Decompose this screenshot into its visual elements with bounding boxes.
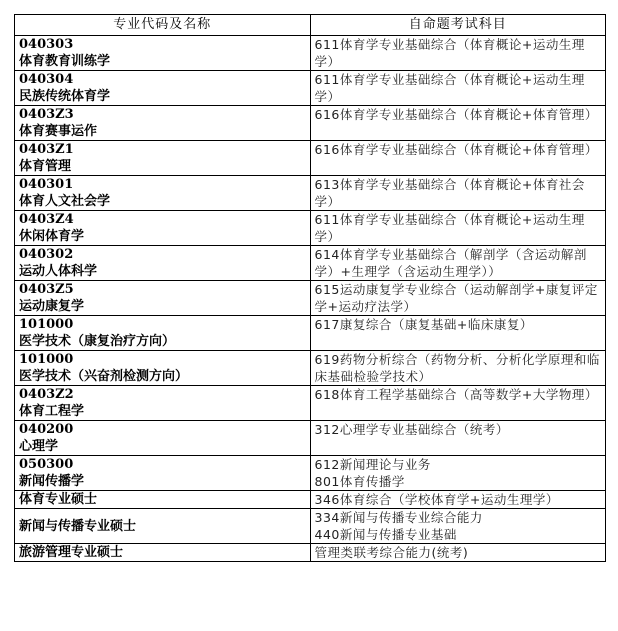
subject-line: 管理类联考综合能力(统考)	[314, 545, 469, 560]
major-name: 运动康复学	[19, 299, 85, 314]
subjects-cell	[310, 421, 606, 456]
subjects-cell	[310, 544, 606, 562]
major-code: 040303	[19, 37, 74, 52]
major-cell	[15, 351, 311, 386]
major-cell	[15, 509, 311, 544]
major-code: 0403Z1	[19, 142, 74, 157]
subjects-cell	[310, 246, 606, 281]
major-code: 0403Z5	[19, 282, 74, 297]
subject-line: 615运动康复学专业综合（运动解剖学+康复评定	[314, 282, 598, 297]
table-row	[15, 421, 606, 456]
major-code: 101000	[19, 317, 74, 332]
major-code: 0403Z3	[19, 107, 74, 122]
subject-line: 612新闻理论与业务	[314, 457, 431, 472]
subjects-cell	[310, 509, 606, 544]
subjects-cell	[310, 141, 606, 176]
major-name: 新闻与传播专业硕士	[19, 518, 137, 534]
subjects-cell	[310, 316, 606, 351]
table-row	[15, 509, 606, 544]
table-row	[15, 544, 606, 562]
major-cell	[15, 421, 311, 456]
admission-subject-table-wrapper	[14, 14, 606, 562]
subjects-cell	[310, 281, 606, 316]
subjects-cell	[310, 456, 606, 491]
subject-line: 334新闻与传播专业综合能力	[314, 510, 483, 525]
major-cell	[15, 71, 311, 106]
table-row	[15, 456, 606, 491]
header-subjects: 自命题考试科目	[310, 15, 606, 36]
header-major: 专业代码及名称	[15, 15, 311, 36]
subject-line: 床基础检验学技术）	[314, 369, 432, 384]
major-cell	[15, 106, 311, 141]
major-name: 体育专业硕士	[19, 492, 98, 507]
major-name: 体育赛事运作	[19, 124, 98, 139]
table-header-row	[15, 15, 606, 36]
table-row	[15, 36, 606, 71]
subject-line: 学）	[314, 229, 341, 244]
subjects-cell	[310, 351, 606, 386]
subject-line: 学）+生理学（含运动生理学））	[314, 264, 502, 279]
major-code: 040301	[19, 177, 74, 192]
table-row	[15, 176, 606, 211]
subject-line: 618体育工程学基础综合（高等数学+大学物理）	[314, 387, 598, 402]
subject-line: 学）	[314, 194, 341, 209]
subjects-cell	[310, 211, 606, 246]
subjects-cell	[310, 36, 606, 71]
subject-line: 312心理学专业基础综合（统考）	[314, 422, 509, 437]
major-code: 040200	[19, 422, 74, 437]
subject-line: 611体育学专业基础综合（体育概论+运动生理	[314, 72, 585, 87]
major-code: 0403Z4	[19, 212, 74, 227]
major-code: 050300	[19, 457, 74, 472]
major-cell	[15, 456, 311, 491]
subject-line: 801体育传播学	[314, 474, 405, 489]
subject-line: 614体育学专业基础综合（解剖学（含运动解剖	[314, 247, 587, 262]
major-cell	[15, 544, 311, 562]
major-code: 040302	[19, 247, 74, 262]
major-name: 体育管理	[19, 159, 72, 174]
major-cell	[15, 491, 311, 509]
table-row	[15, 316, 606, 351]
major-name: 心理学	[19, 439, 59, 454]
table-row	[15, 246, 606, 281]
subject-line: 616体育学专业基础综合（体育概论+体育管理）	[314, 142, 598, 157]
major-cell	[15, 141, 311, 176]
table-row	[15, 491, 606, 509]
subject-line: 学+运动疗法学）	[314, 299, 417, 314]
major-name: 体育教育训练学	[19, 54, 111, 69]
subjects-cell	[310, 71, 606, 106]
table-row	[15, 141, 606, 176]
subject-line: 611体育学专业基础综合（体育概论+运动生理	[314, 37, 585, 52]
major-name: 医学技术（兴奋剂检测方向）	[19, 369, 189, 384]
major-name: 体育工程学	[19, 404, 85, 419]
subject-line: 440新闻与传播专业基础	[314, 527, 457, 542]
subject-line: 619药物分析综合（药物分析、分析化学原理和临	[314, 352, 600, 367]
subjects-cell	[310, 106, 606, 141]
major-name: 运动人体科学	[19, 264, 98, 279]
subjects-cell	[310, 176, 606, 211]
subject-line: 学）	[314, 89, 341, 104]
table-row	[15, 106, 606, 141]
major-name: 医学技术（康复治疗方向）	[19, 334, 176, 349]
major-code: 0403Z2	[19, 387, 74, 402]
major-name: 旅游管理专业硕士	[19, 545, 124, 560]
subjects-cell	[310, 386, 606, 421]
table-row	[15, 71, 606, 106]
major-name: 休闲体育学	[19, 229, 85, 244]
table-row	[15, 386, 606, 421]
major-cell	[15, 316, 311, 351]
major-name: 民族传统体育学	[19, 89, 111, 104]
table-row	[15, 281, 606, 316]
major-name: 体育人文社会学	[19, 194, 111, 209]
subjects-cell	[310, 491, 606, 509]
major-cell	[15, 281, 311, 316]
table-body	[15, 36, 606, 562]
major-code: 040304	[19, 72, 74, 87]
subject-line: 616体育学专业基础综合（体育概论+体育管理）	[314, 107, 598, 122]
subject-line: 346体育综合（学校体育学+运动生理学）	[314, 492, 559, 507]
major-cell	[15, 246, 311, 281]
major-cell	[15, 386, 311, 421]
major-cell	[15, 36, 311, 71]
major-cell	[15, 176, 311, 211]
major-code: 101000	[19, 352, 74, 367]
subject-line: 617康复综合（康复基础+临床康复）	[314, 317, 533, 332]
table-row	[15, 351, 606, 386]
subject-line: 学）	[314, 54, 341, 69]
table-row	[15, 211, 606, 246]
subject-line: 611体育学专业基础综合（体育概论+运动生理	[314, 212, 585, 227]
major-cell	[15, 211, 311, 246]
admission-subject-table	[14, 14, 606, 562]
subject-line: 613体育学专业基础综合（体育概论+体育社会	[314, 177, 585, 192]
major-name: 新闻传播学	[19, 474, 85, 489]
